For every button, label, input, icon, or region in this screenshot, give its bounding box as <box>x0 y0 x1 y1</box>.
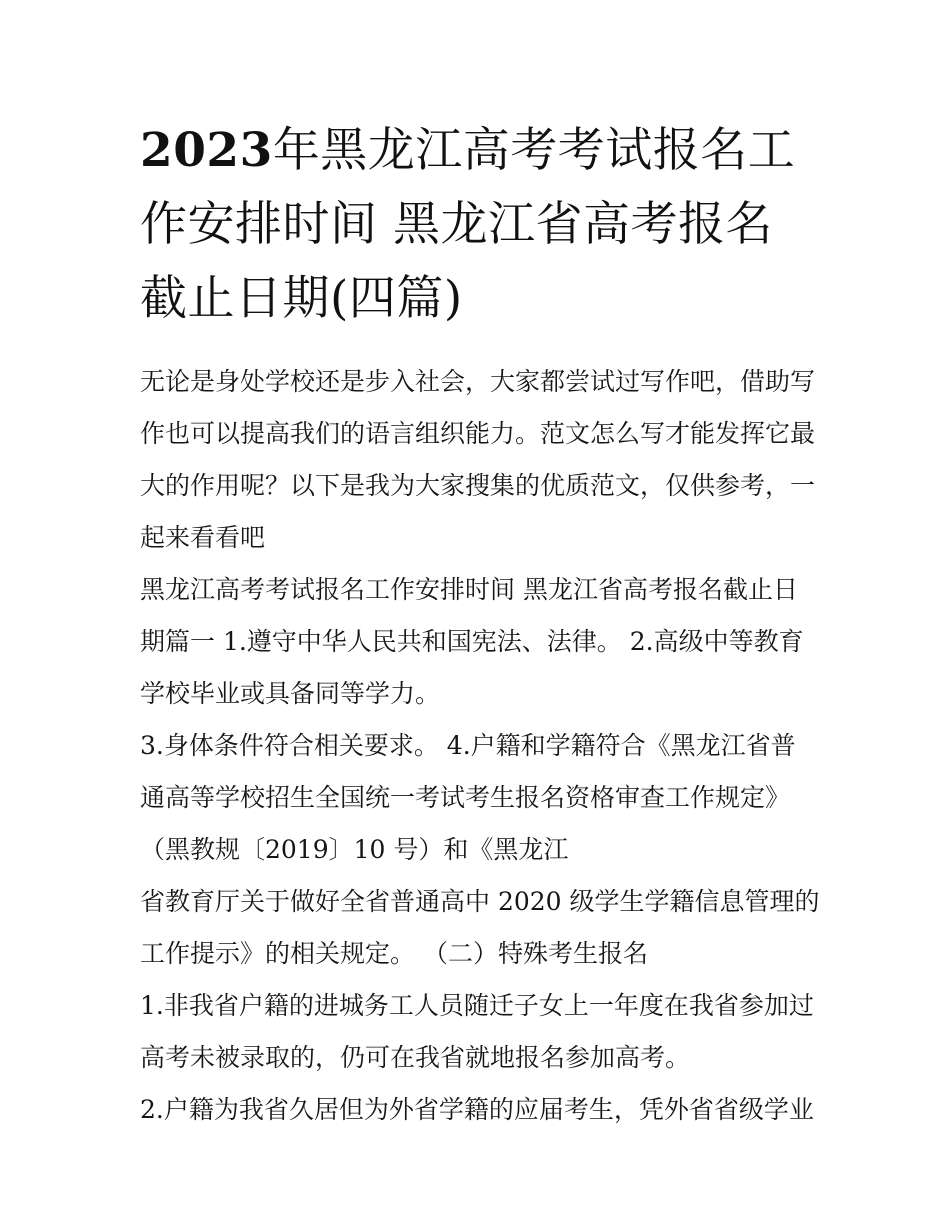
intro-paragraph: 无论是身处学校还是步入社会，大家都尝试过写作吧，借助写作也可以提高我们的语言组织能力。范文怎么写才能发挥它最大的作用呢？以下是我为大家搜集的优质范文，仅供参考，一起来看看吧 <box>140 367 816 552</box>
document-page <box>140 0 820 1136</box>
body-paragraph: 2.户籍为我省久居但为外省学籍的应届考生，凭外省省级学业 <box>140 1095 814 1124</box>
document-title <box>140 0 820 336</box>
body-paragraph: 省教育厅关于做好全省普通高中 2020 级学生学籍信息管理的工作提示》的相关规定。 （二）特殊考生报名 <box>140 887 820 968</box>
title-year: 2023 <box>140 123 273 178</box>
document-body <box>140 356 820 1136</box>
title-text: 年黑龙江高考考试报名工作安排时间 黑龙江省高考报名截止日期(四篇) <box>140 123 796 326</box>
body-paragraph: 3.身体条件符合相关要求。 4.户籍和学籍符合《黑龙江省普通高等学校招生全国统一考试考生报名资格审查工作规定》（黑教规〔2019〕10 号）和《黑龙江 <box>140 731 796 864</box>
body-paragraph: 黑龙江高考考试报名工作安排时间 黑龙江省高考报名截止日期篇一 1.遵守中华人民共和国宪法、法律。 2.高级中等教育学校毕业或具备同等学力。 <box>140 575 804 708</box>
body-paragraph: 1.非我省户籍的进城务工人员随迁子女上一年度在我省参加过高考未被录取的，仍可在我省就地报名参加高考。 <box>140 991 814 1072</box>
